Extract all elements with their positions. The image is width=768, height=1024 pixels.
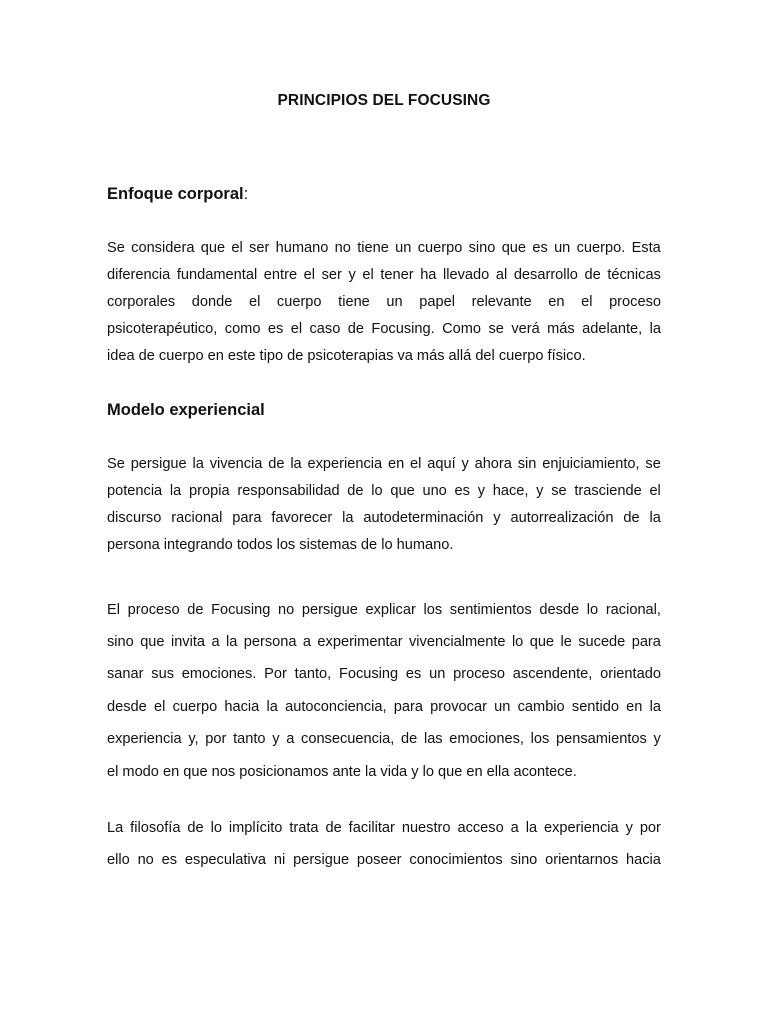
paragraph-line: sino que invita a la persona a experimentar vivencialmente lo que le sucede para [107, 634, 661, 650]
section-heading-modelo-experiencial: Modelo experiencial [107, 401, 265, 419]
paragraph-line: el modo en que nos posicionamos ante la vida y lo que en ella acontece. [107, 764, 577, 780]
document-title: PRINCIPIOS DEL FOCUSING [277, 92, 491, 109]
paragraph-line: La filosofía de lo implícito trata de facilitar nuestro acceso a la experiencia y por [107, 820, 661, 836]
paragraph-line: idea de cuerpo en este tipo de psicoterapias va más allá del cuerpo físico. [107, 348, 586, 364]
paragraph-line: Se considera que el ser humano no tiene un cuerpo sino que es un cuerpo. Esta [107, 240, 661, 256]
section-heading-text: Enfoque corporal [107, 185, 244, 203]
paragraph-line: diferencia fundamental entre el ser y el tener ha llevado al desarrollo de técnicas [107, 267, 661, 283]
paragraph-line: persona integrando todos los sistemas de lo humano. [107, 537, 454, 553]
paragraph-line: ello no es especulativa ni persigue poseer conocimientos sino orientarnos hacia [107, 852, 661, 868]
paragraph-line: experiencia y, por tanto y a consecuencia, de las emociones, los pensamientos y [107, 731, 661, 747]
section-heading-enfoque-corporal [107, 185, 248, 204]
paragraph-line: Se persigue la vivencia de la experiencia en el aquí y ahora sin enjuiciamiento, se [107, 456, 661, 472]
paragraph-line: corporales donde el cuerpo tiene un papel relevante en el proceso [107, 294, 661, 310]
section-heading-colon: : [243, 185, 249, 203]
paragraph-line: psicoterapéutico, como es el caso de Focusing. Como se verá más adelante, la [107, 321, 661, 337]
paragraph-line: desde el cuerpo hacia la autoconciencia, para provocar un cambio sentido en la [107, 699, 661, 715]
paragraph-line: potencia la propia responsabilidad de lo que uno es y hace, y se trasciende el [107, 483, 661, 499]
paragraph-line: sanar sus emociones. Por tanto, Focusing es un proceso ascendente, orientado [107, 666, 661, 682]
paragraph-line: discurso racional para favorecer la autodeterminación y autorrealización de la [107, 510, 661, 526]
paragraph-line: El proceso de Focusing no persigue explicar los sentimientos desde lo racional, [107, 602, 661, 618]
